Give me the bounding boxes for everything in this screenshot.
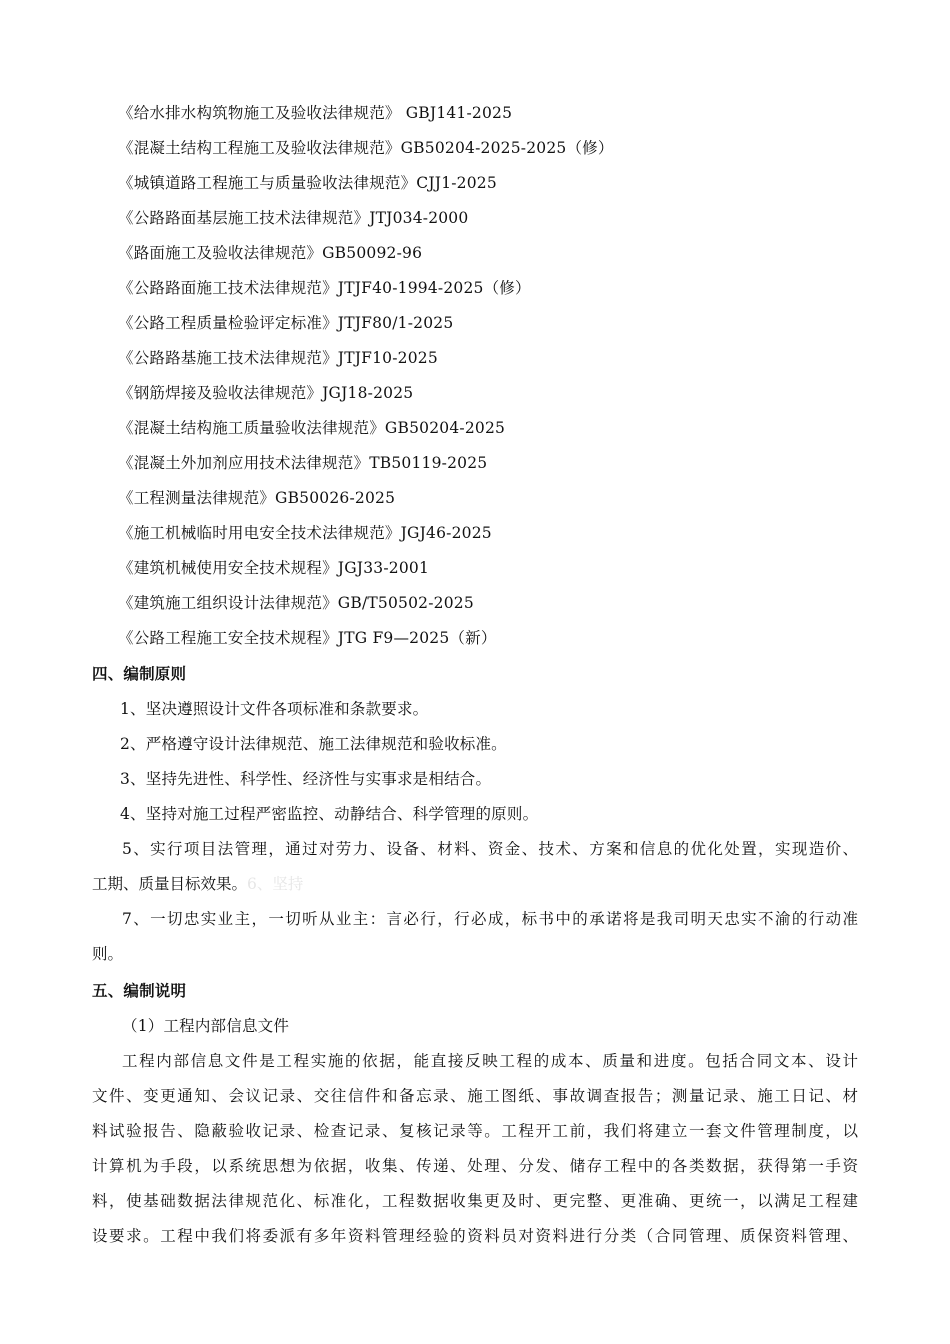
standard-item: 《公路路面施工技术法律规范》JTJF40-1994-2025（修） [118,279,531,297]
paragraph-line: 料试验报告、隐蔽验收记录、检查记录、复核记录等。工程开工前，我们将建立一套文件管理制度，以 [92,1122,858,1140]
standard-item: 《公路路面基层施工技术法律规范》JTJ034-2000 [118,209,469,227]
section-heading-notes: 五、编制说明 [92,982,187,1000]
subsection-title: （1）工程内部信息文件 [122,1017,290,1035]
standard-item: 《混凝土结构工程施工及验收法律规范》GB50204-2025-2025（修） [118,139,614,157]
paragraph-line: 5、实行项目法管理，通过对劳力、设备、材料、资金、技术、方案和信息的优化处置，实现造价、 [122,840,858,858]
standard-item: 《公路工程质量检验评定标准》JTJF80/1-2025 [118,314,454,332]
standard-item: 《钢筋焊接及验收法律规范》JGJ18-2025 [118,384,414,402]
standard-item: 《公路工程施工安全技术规程》JTG F9—2025（新） [118,629,497,647]
paragraph-line: 工程内部信息文件是工程实施的依据，能直接反映工程的成本、质量和进度。包括合同文本、设计 [122,1052,858,1070]
paragraph-line: 设要求。工程中我们将委派有多年资料管理经验的资料员对资料进行分类（合同管理、质保资料管理、 [92,1227,858,1245]
standard-item: 《混凝土外加剂应用技术法律规范》TB50119-2025 [118,454,488,472]
principle-item: 2、严格遵守设计法律规范、施工法律规范和验收标准。 [120,735,507,753]
paragraph-line [92,867,858,902]
principle-item: 3、坚持先进性、科学性、经济性与实事求是相结合。 [120,770,492,788]
standard-item: 《施工机械临时用电安全技术法律规范》JGJ46-2025 [118,524,492,542]
faint-watermark-text: 6、坚持 [247,875,304,893]
standard-item: 《城镇道路工程施工与质量验收法律规范》CJJ1-2025 [118,174,497,192]
paragraph-line: 7、一切忠实业主，一切听从业主：言必行，行必成，标书中的承诺将是我司明天忠实不渝的行动准 [122,910,858,928]
principle-item-7 [92,902,858,972]
paragraph-line: 料，使基础数据法律规范化、标准化，工程数据收集更及时、更完整、更准确、更统一，以满足工程建 [92,1192,858,1210]
paragraph-line: 计算机为手段，以系统思想为依据，收集、传递、处理、分发、储存工程中的各类数据，获得第一手资 [92,1157,858,1175]
standard-item: 《混凝土结构施工质量验收法律规范》GB50204-2025 [118,419,506,437]
standard-item: 《路面施工及验收法律规范》GB50092-96 [118,244,423,262]
standard-item: 《建筑施工组织设计法律规范》GB/T50502-2025 [118,594,474,612]
principle-item-5 [92,832,858,902]
standard-item: 《建筑机械使用安全技术规程》JGJ33-2001 [118,559,430,577]
section-heading-principles: 四、编制原则 [92,665,187,683]
standard-item: 《工程测量法律规范》GB50026-2025 [118,489,396,507]
paragraph-line: 则。 [92,945,124,963]
internal-info-paragraph [92,1044,858,1254]
paragraph-text: 工期、质量目标效果。 [92,875,248,893]
standard-item: 《给水排水构筑物施工及验收法律规范》 GBJ141-2025 [118,104,513,122]
standard-item: 《公路路基施工技术法律规范》JTJF10-2025 [118,349,438,367]
principle-item: 4、坚持对施工过程严密监控、动静结合、科学管理的原则。 [120,805,539,823]
principle-item: 1、坚决遵照设计文件各项标准和条款要求。 [120,700,429,718]
paragraph-line: 文件、变更通知、会议记录、交往信件和备忘录、施工图纸、事故调查报告；测量记录、施工日记、材 [92,1087,858,1105]
